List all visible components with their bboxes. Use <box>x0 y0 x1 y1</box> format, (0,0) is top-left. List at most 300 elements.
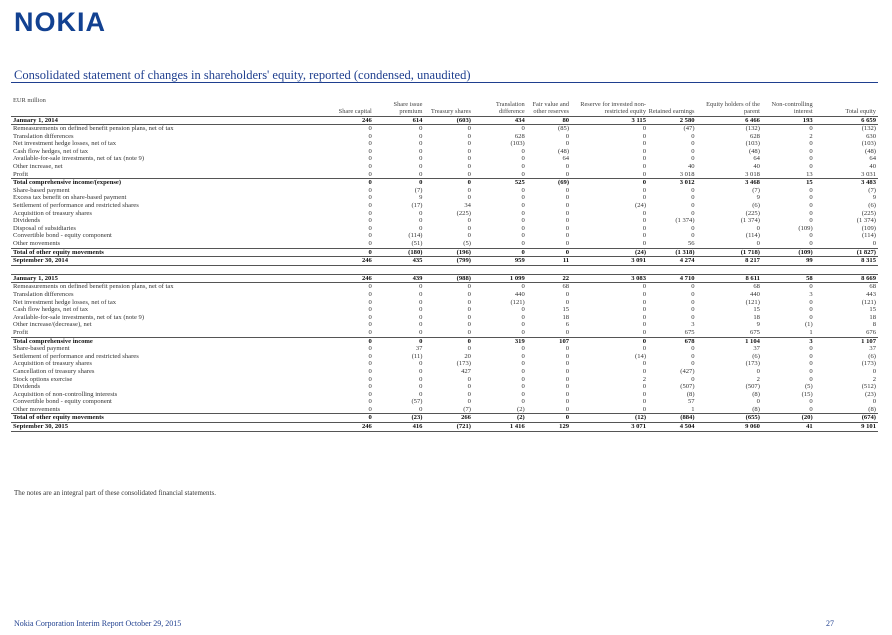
table-row <box>11 163 878 171</box>
cell-value: 0 <box>521 170 525 178</box>
cell-value: 9 <box>872 194 876 202</box>
cell-value: 0 <box>565 328 570 336</box>
cell-value: (8) <box>752 405 760 413</box>
cell-value: 0 <box>521 360 525 368</box>
cell-value: 0 <box>368 321 372 329</box>
cell-value: 0 <box>642 290 647 298</box>
col-header: Total equity <box>845 108 876 116</box>
cell-value: (51) <box>411 240 423 247</box>
cell-value: 0 <box>521 390 525 398</box>
cell-value: 628 <box>514 132 525 140</box>
cell-value: 68 <box>753 283 760 291</box>
cell-value: (512) <box>861 383 876 391</box>
cell-value: 0 <box>424 179 473 187</box>
cell-value: (132) <box>745 125 760 133</box>
cell-value: 0 <box>642 321 647 329</box>
cell-value: 1 099 <box>473 274 527 283</box>
row-label: Cancellation of treasury shares <box>13 367 95 375</box>
cell-value: (173) <box>861 360 876 368</box>
cell-value: 246 <box>317 423 374 432</box>
cell-value: 6 659 <box>815 116 878 125</box>
cell-value: 37 <box>753 345 760 353</box>
cell-value: 0 <box>521 232 525 240</box>
cell-value: 525 <box>473 179 527 187</box>
cell-value: 40 <box>687 163 695 171</box>
cell-value: (1 718) <box>697 248 762 257</box>
cell-value: 3 468 <box>697 179 762 187</box>
cell-value: 3 <box>762 337 815 345</box>
cell-value: 0 <box>809 140 813 148</box>
cell-value: 0 <box>565 194 570 202</box>
cell-value: 0 <box>565 345 570 353</box>
table-row <box>11 360 878 368</box>
cell-value: 0 <box>809 398 813 406</box>
cell-value: (6) <box>752 202 760 210</box>
cell-value: 3 018 <box>679 170 695 178</box>
cell-value: 3 083 <box>571 274 648 283</box>
cell-value: 8 217 <box>697 257 762 266</box>
cell-value: 0 <box>565 232 570 240</box>
cell-value: 0 <box>467 232 471 240</box>
cell-value: (1 827) <box>815 248 878 257</box>
table-row <box>11 423 878 432</box>
col-header: EUR million <box>13 96 46 104</box>
cell-value: 0 <box>809 125 813 133</box>
cell-value: 0 <box>642 367 647 375</box>
cell-value: 0 <box>565 398 570 406</box>
cell-value: 675 <box>684 328 695 336</box>
cell-value: 0 <box>809 345 813 353</box>
cell-value: 0 <box>642 125 647 133</box>
cell-value: 0 <box>419 383 423 391</box>
table-row <box>11 383 878 391</box>
cell-value: 0 <box>565 383 570 391</box>
cell-value: (69) <box>527 179 571 187</box>
cell-value: 0 <box>642 345 647 353</box>
col-header: Non-controlling interest <box>771 100 813 116</box>
cell-value: (8) <box>868 405 876 413</box>
cell-value: 0 <box>424 337 473 345</box>
cell-value: 0 <box>691 147 695 155</box>
row-label: Acquisition of treasury shares <box>13 209 92 217</box>
cell-value: 0 <box>642 170 647 178</box>
cell-value: 0 <box>565 217 570 225</box>
cell-value: 0 <box>809 155 813 163</box>
cell-value: 56 <box>687 240 695 247</box>
cell-value: 193 <box>762 116 815 125</box>
section-spacer <box>11 265 878 274</box>
cell-value: 0 <box>521 283 525 291</box>
table-row <box>11 125 878 133</box>
cell-value: 0 <box>467 155 471 163</box>
cell-value: (48) <box>558 147 570 155</box>
cell-value: 676 <box>866 328 876 336</box>
cell-value: (7) <box>752 186 760 194</box>
row-label: Profit <box>13 328 29 336</box>
table-section-2014 <box>11 116 878 265</box>
cell-value: 22 <box>527 274 571 283</box>
cell-value: 6 466 <box>697 116 762 125</box>
table-row <box>11 240 878 248</box>
row-label: September 30, 2015 <box>11 423 317 432</box>
cell-value: 0 <box>527 248 571 257</box>
cell-value: 0 <box>467 290 471 298</box>
page-number: 27 <box>826 619 834 628</box>
row-label: Excess tax benefit on share-based payment <box>13 194 127 202</box>
cell-value: 0 <box>809 186 813 194</box>
cell-value: 0 <box>809 360 813 368</box>
header-row <box>11 84 878 116</box>
cell-value: 3 091 <box>571 257 648 266</box>
cell-value: 0 <box>368 217 372 225</box>
cell-value: 9 <box>756 321 760 329</box>
cell-value: 0 <box>368 306 372 314</box>
table-row <box>11 210 878 218</box>
table-row <box>11 291 878 299</box>
cell-value: (6) <box>868 352 876 360</box>
cell-value: (17) <box>411 202 423 210</box>
cell-value: 0 <box>368 202 372 210</box>
cell-value: 0 <box>691 313 695 321</box>
cell-value: 0 <box>565 290 570 298</box>
cell-value: 0 <box>368 140 372 148</box>
cell-value: 427 <box>461 367 471 375</box>
row-label: January 1, 2015 <box>11 274 317 283</box>
cell-value: 15 <box>869 306 876 314</box>
cell-value: 0 <box>565 367 570 375</box>
cell-value: 0 <box>521 224 525 232</box>
cell-value: 0 <box>521 383 525 391</box>
row-label: Net investment hedge losses, net of tax <box>13 140 117 148</box>
cell-value: 0 <box>368 290 372 298</box>
cell-value: 0 <box>642 298 647 306</box>
cell-value: 0 <box>374 337 425 345</box>
cell-value: 11 <box>527 257 571 266</box>
cell-value: (1 374) <box>740 217 760 225</box>
cell-value: 0 <box>642 328 647 336</box>
row-label: Cash flow hedges, net of tax <box>13 306 89 314</box>
cell-value: 2 <box>756 375 760 383</box>
cell-value: 0 <box>467 224 471 232</box>
cell-value: 64 <box>753 155 760 163</box>
cell-value: 0 <box>809 202 813 210</box>
cell-value: 0 <box>872 240 876 247</box>
table-row <box>11 391 878 399</box>
table-row <box>11 232 878 240</box>
row-label: Settlement of performance and restricted shares <box>13 202 139 210</box>
cell-value: 0 <box>642 306 647 314</box>
cell-value: 0 <box>368 163 372 171</box>
cell-value: 0 <box>419 375 423 383</box>
row-label: Disposal of subsidiaries <box>13 224 77 232</box>
cell-value: 0 <box>691 345 695 353</box>
cell-value: 0 <box>467 140 471 148</box>
cell-value: 0 <box>809 352 813 360</box>
cell-value: 0 <box>317 179 374 187</box>
cell-value: 0 <box>368 375 372 383</box>
cell-value: 0 <box>419 367 423 375</box>
cell-value: 0 <box>691 375 695 383</box>
cell-value: (5) <box>463 240 471 247</box>
cell-value: 0 <box>565 209 570 217</box>
cell-value: 0 <box>565 140 570 148</box>
cell-value: 0 <box>368 352 372 360</box>
cell-value: 0 <box>368 240 372 247</box>
col-header: Share capital <box>338 108 372 116</box>
cell-value: 246 <box>317 116 374 125</box>
col-header: Retained earnings <box>648 108 695 116</box>
cell-value: 0 <box>467 132 471 140</box>
cell-value: 0 <box>809 163 813 171</box>
row-label: Available-for-sale investments, net of tax (note 9) <box>13 155 145 163</box>
cell-value: 440 <box>514 290 525 298</box>
col-header: Treasury shares <box>430 108 471 116</box>
cell-value: 41 <box>762 423 815 432</box>
cell-value: 0 <box>368 313 372 321</box>
table-row <box>11 148 878 156</box>
cell-value: 0 <box>419 147 423 155</box>
cell-value: (103) <box>510 140 525 148</box>
cell-value: 440 <box>750 290 760 298</box>
cell-value: 13 <box>806 170 813 178</box>
table-row <box>11 155 878 163</box>
cell-value: 0 <box>467 313 471 321</box>
cell-value: 107 <box>527 337 571 345</box>
table-row <box>11 171 878 179</box>
cell-value: 20 <box>464 352 471 360</box>
cell-value: (196) <box>424 248 473 257</box>
cell-value: 0 <box>809 367 813 375</box>
cell-value: 0 <box>521 328 525 336</box>
row-label: Remeasurements on defined benefit pension plans, net of tax <box>13 283 174 291</box>
cell-value: 34 <box>464 202 471 210</box>
table-row <box>11 274 878 283</box>
cell-value: 1 <box>809 328 813 336</box>
cell-value: 0 <box>756 224 760 232</box>
cell-value: 0 <box>565 132 570 140</box>
cell-value: 0 <box>809 405 813 413</box>
cell-value: (57) <box>411 398 423 406</box>
col-header: Fair value and other reserves <box>532 100 570 116</box>
cell-value: 0 <box>565 390 570 398</box>
cell-value: 266 <box>424 414 473 423</box>
cell-value: 0 <box>565 352 570 360</box>
table-row <box>11 306 878 314</box>
cell-value: 0 <box>642 232 647 240</box>
cell-value: 0 <box>691 224 695 232</box>
cell-value: 18 <box>753 313 760 321</box>
row-label: January 1, 2014 <box>11 116 317 125</box>
cell-value: 0 <box>642 224 647 232</box>
cell-value: 246 <box>317 257 374 266</box>
cell-value: 0 <box>691 290 695 298</box>
cell-value: 0 <box>419 217 423 225</box>
cell-value: 0 <box>565 186 570 194</box>
cell-value: (1 318) <box>648 248 697 257</box>
cell-value: 0 <box>691 360 695 368</box>
cell-value: 0 <box>467 306 471 314</box>
cell-value: 0 <box>368 224 372 232</box>
cell-value: 2 <box>872 375 876 383</box>
cell-value: 0 <box>419 328 423 336</box>
cell-value: 0 <box>565 170 570 178</box>
cell-value: 0 <box>691 306 695 314</box>
cell-value: 0 <box>691 155 695 163</box>
cell-value: 0 <box>809 306 813 314</box>
cell-value: (23) <box>865 390 876 398</box>
cell-value: 0 <box>521 147 525 155</box>
cell-value: (674) <box>815 414 878 423</box>
cell-value: 0 <box>691 232 695 240</box>
cell-value: (6) <box>752 352 760 360</box>
cell-value: 0 <box>565 375 570 383</box>
cell-value: 0 <box>571 337 648 345</box>
cell-value: (7) <box>414 186 423 194</box>
cell-value: 0 <box>368 155 372 163</box>
cell-value: 40 <box>753 163 760 171</box>
cell-value: 68 <box>562 283 570 291</box>
cell-value: 0 <box>691 132 695 140</box>
cell-value: 0 <box>368 209 372 217</box>
cell-value: 0 <box>467 345 471 353</box>
cell-value: 0 <box>368 360 372 368</box>
cell-value: 0 <box>642 217 647 225</box>
cell-value: (14) <box>635 352 647 360</box>
cell-value: 3 031 <box>861 170 876 178</box>
cell-value: 0 <box>642 283 647 291</box>
cell-value: 0 <box>521 367 525 375</box>
cell-value: 8 <box>872 321 876 329</box>
cell-value: 0 <box>419 290 423 298</box>
cell-value: 8 611 <box>697 274 762 283</box>
cell-value: 0 <box>419 306 423 314</box>
cell-value: 0 <box>419 390 423 398</box>
cell-value: 630 <box>866 132 876 140</box>
cell-value: 58 <box>762 274 815 283</box>
cell-value: 0 <box>565 240 570 247</box>
cell-value: 0 <box>642 155 647 163</box>
cell-value: 15 <box>762 179 815 187</box>
cell-value: (427) <box>680 367 695 375</box>
cell-value: 0 <box>642 398 647 406</box>
cell-value: (507) <box>745 383 760 391</box>
cell-value: 0 <box>419 283 423 291</box>
col-header: Equity holders of the parent <box>706 100 760 116</box>
cell-value: 0 <box>521 306 525 314</box>
cell-value: 0 <box>419 405 423 413</box>
table-row <box>11 376 878 384</box>
cell-value: 0 <box>419 140 423 148</box>
cell-value: 0 <box>565 224 570 232</box>
cell-value: (1 374) <box>675 217 695 225</box>
cell-value: 0 <box>565 405 570 413</box>
cell-value: 0 <box>691 140 695 148</box>
table-row <box>11 314 878 322</box>
cell-value: 0 <box>691 186 695 194</box>
nokia-logo <box>14 8 126 34</box>
cell-value: (8) <box>686 390 695 398</box>
cell-value: (114) <box>745 232 760 240</box>
cell-value: 0 <box>467 186 471 194</box>
page-title: Consolidated statement of changes in shareholders' equity, reported (condensed, unaudited) <box>14 68 471 82</box>
cell-value: 0 <box>419 132 423 140</box>
cell-value: 0 <box>642 132 647 140</box>
cell-value: 0 <box>521 217 525 225</box>
cell-value: 0 <box>571 179 648 187</box>
cell-value: 18 <box>869 313 876 321</box>
table-row <box>11 187 878 195</box>
cell-value: (988) <box>424 274 473 283</box>
row-label: Translation differences <box>13 132 74 140</box>
cell-value: 246 <box>317 274 374 283</box>
row-label: Profit <box>13 170 29 178</box>
cell-value: 0 <box>317 248 374 257</box>
cell-value: 0 <box>642 313 647 321</box>
cell-value: 80 <box>527 116 571 125</box>
cell-value: 2 <box>809 132 813 140</box>
cell-value: 0 <box>809 298 813 306</box>
cell-value: (48) <box>865 147 876 155</box>
table-row <box>11 133 878 141</box>
cell-value: 443 <box>866 290 876 298</box>
table-row <box>11 116 878 125</box>
cell-value: 40 <box>869 163 876 171</box>
row-label: Total of other equity movements <box>11 414 317 423</box>
row-label: Translation differences <box>13 290 74 298</box>
cell-value: 0 <box>521 352 525 360</box>
cell-value: 0 <box>467 298 471 306</box>
cell-value: (103) <box>861 140 876 148</box>
cell-value: 0 <box>642 194 647 202</box>
cell-value: 2 580 <box>648 116 697 125</box>
cell-value: 0 <box>872 367 876 375</box>
cell-value: 0 <box>565 202 570 210</box>
cell-value: 0 <box>756 398 760 406</box>
cell-value: (7) <box>463 405 471 413</box>
cell-value: 2 <box>642 375 647 383</box>
cell-value: 9 <box>756 194 760 202</box>
row-label: Other movements <box>13 240 61 247</box>
cell-value: 0 <box>809 240 813 247</box>
cell-value: 6 <box>565 321 570 329</box>
cell-value: 0 <box>756 367 760 375</box>
row-label: Convertible bond - equity component <box>13 398 112 406</box>
cell-value: 0 <box>368 298 372 306</box>
row-label: Dividends <box>13 217 41 225</box>
cell-value: (884) <box>648 414 697 423</box>
nokia-logo-text: NOKIA <box>14 8 106 34</box>
cell-value: (121) <box>745 298 760 306</box>
cell-value: (109) <box>798 224 813 232</box>
cell-value: (23) <box>374 414 425 423</box>
cell-value: 678 <box>648 337 697 345</box>
cell-value: 37 <box>415 345 423 353</box>
cell-value: 4 274 <box>648 257 697 266</box>
row-label: September 30, 2014 <box>11 257 317 266</box>
cell-value: 99 <box>762 257 815 266</box>
cell-value: 64 <box>869 155 876 163</box>
cell-value: 0 <box>467 125 471 133</box>
cell-value: 0 <box>467 321 471 329</box>
cell-value: 3 <box>691 321 695 329</box>
row-label: Stock options exercise <box>13 375 73 383</box>
cell-value: 0 <box>368 283 372 291</box>
cell-value: 0 <box>642 163 647 171</box>
cell-value: 0 <box>467 328 471 336</box>
table-row <box>11 337 878 345</box>
table-row <box>11 329 878 337</box>
col-header: Reserve for invested non-restricted equity <box>580 100 647 116</box>
